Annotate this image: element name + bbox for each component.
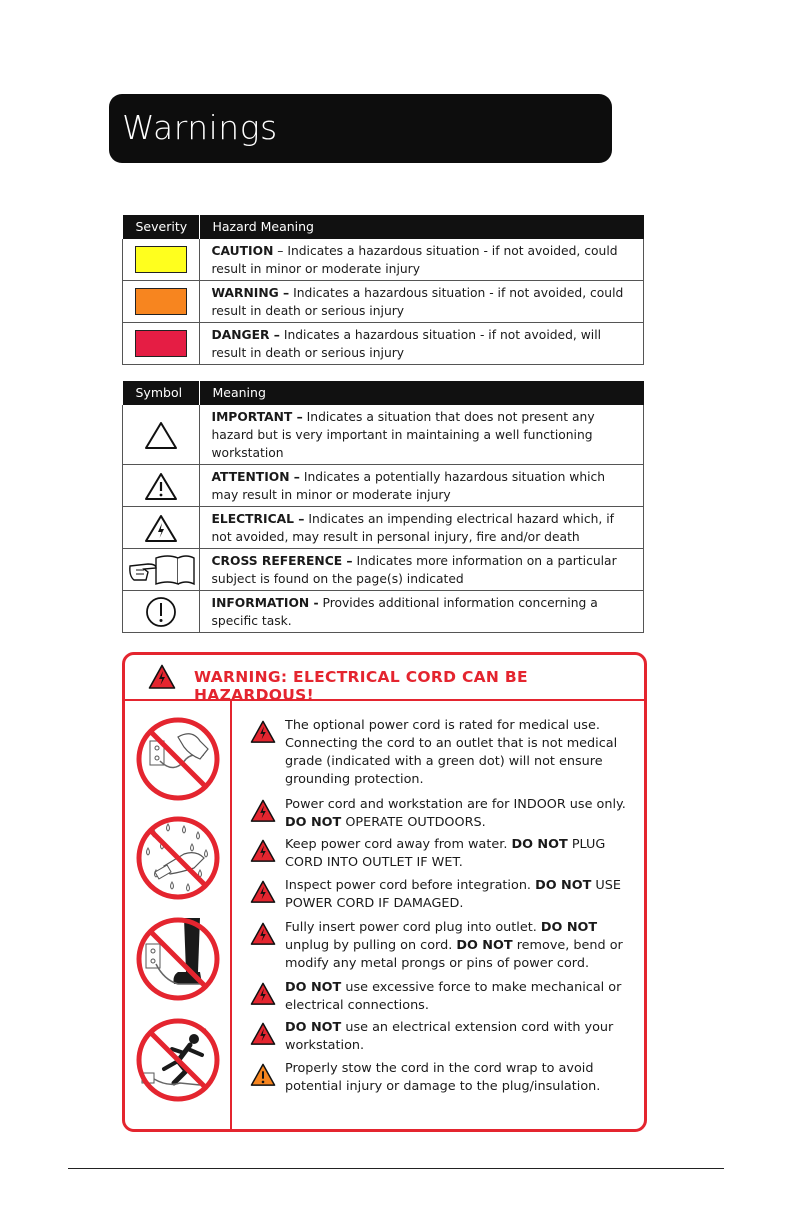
symbol-table — [122, 381, 644, 633]
electrical-term: ELECTRICAL – — [211, 512, 305, 526]
electrical-hazard-icon — [250, 839, 276, 863]
do-not-label: DO NOT — [285, 980, 342, 995]
caution-text: – Indicates a hazardous situation - if not avoided, could result in minor or moderate injury — [211, 244, 618, 276]
item-text: use excessive force to make mechanical or electrical connections. — [285, 980, 622, 1013]
item-text: Properly stow the cord in the cord wrap to avoid potential injury or damage to the plug/insulation. — [285, 1061, 601, 1094]
warning-item — [250, 877, 630, 913]
item-text: unplug by pulling on cord. — [285, 938, 457, 953]
item-text: OPERATE OUTDOORS. — [341, 815, 486, 830]
warning-term: WARNING – — [211, 286, 290, 300]
severity-row-warning — [123, 281, 644, 323]
danger-text: Indicates a hazardous situation - if not avoided, will result in death or serious injury — [211, 328, 602, 360]
no-wet-hands-icon — [134, 814, 222, 902]
caution-swatch — [135, 246, 187, 273]
warning-text: Indicates a hazardous situation - if not avoided, could result in death or serious injury — [211, 286, 624, 318]
lightning-triangle-icon — [144, 513, 178, 543]
severity-header-row — [123, 215, 644, 239]
cross-reference-text: Indicates more information on a particular subject is found on the page(s) indicated — [211, 554, 617, 586]
item-text: Keep power cord away from water. — [285, 837, 512, 852]
warning-item — [250, 717, 630, 789]
do-not-label: DO NOT — [285, 1020, 342, 1035]
symbol-row-information — [123, 591, 644, 633]
item-text: Fully insert power cord plug into outlet. — [285, 920, 541, 935]
severity-header: Severity — [123, 215, 200, 239]
symbol-header-row — [123, 381, 644, 405]
page-title: Warnings — [122, 108, 278, 147]
electrical-hazard-icon — [250, 982, 276, 1006]
symbol-row-electrical — [123, 507, 644, 549]
item-text: use an electrical extension cord with your workstation. — [285, 1020, 614, 1053]
electrical-hazard-icon — [250, 922, 276, 946]
electrical-hazard-icon — [250, 1022, 276, 1046]
warning-header — [125, 655, 644, 704]
caution-hazard-icon — [250, 1063, 276, 1087]
important-term: IMPORTANT – — [211, 410, 303, 424]
electrical-hazard-icon — [148, 664, 176, 690]
electrical-hazard-icon — [250, 880, 276, 904]
title-banner — [109, 94, 612, 163]
attention-term: ATTENTION – — [211, 470, 300, 484]
warning-swatch — [135, 288, 187, 315]
electrical-warning-box — [122, 652, 647, 1132]
danger-swatch — [135, 330, 187, 357]
severity-table — [122, 215, 644, 365]
do-not-label: DO NOT — [456, 938, 513, 953]
important-text: Indicates a situation that does not present any hazard but is very important in maintaining a well functioning workstation — [211, 410, 595, 460]
item-text: The optional power cord is rated for medical use. Connecting the cord to an outlet that is not medical grade (indicated with a green dot) will not ensure grounding protection. — [285, 718, 618, 787]
caution-term: CAUTION — [211, 244, 274, 258]
severity-row-danger — [123, 323, 644, 365]
symbol-row-attention — [123, 465, 644, 507]
warning-item — [250, 919, 630, 973]
warning-item — [250, 979, 630, 1015]
book-pointer-icon — [126, 552, 196, 588]
severity-row-caution — [123, 239, 644, 281]
warning-title: WARNING: ELECTRICAL CORD CAN BE HAZARDOUS! — [194, 668, 528, 704]
symbol-row-important — [123, 405, 644, 465]
item-text: remove, bend or modify any metal prongs or pins of power cord. — [285, 938, 623, 971]
information-term: INFORMATION - — [211, 596, 319, 610]
danger-term: DANGER – — [211, 328, 280, 342]
meaning-header: Meaning — [199, 381, 644, 405]
electrical-text: Indicates an impending electrical hazard which, if not avoided, may result in personal injury, fire and/or death — [211, 512, 614, 544]
do-not-label: DO NOT — [535, 878, 592, 893]
warning-item — [250, 1019, 630, 1055]
do-not-label: DO NOT — [540, 920, 598, 935]
do-not-label: DO NOT — [285, 815, 342, 830]
attention-text: Indicates a potentially hazardous situation which may result in minor or moderate injury — [211, 470, 606, 502]
no-trip-over-cord-icon — [134, 1015, 222, 1105]
item-text: PLUG CORD INTO OUTLET IF WET. — [285, 837, 606, 870]
symbol-header: Symbol — [123, 381, 200, 405]
pictogram-column — [125, 701, 232, 1129]
exclamation-circle-icon — [144, 595, 178, 629]
hazard-meaning-header: Hazard Meaning — [199, 215, 644, 239]
exclamation-triangle-icon — [144, 471, 178, 501]
triangle-icon — [144, 420, 178, 450]
information-text: Provides additional information concerning a specific task. — [211, 596, 598, 628]
warning-item — [250, 796, 630, 832]
cross-reference-term: CROSS REFERENCE – — [211, 554, 353, 568]
item-text: Inspect power cord before integration. — [285, 878, 536, 893]
footer-rule — [68, 1168, 724, 1169]
warning-item — [250, 1060, 630, 1096]
electrical-hazard-icon — [250, 720, 276, 744]
do-not-label: DO NOT — [511, 837, 568, 852]
no-step-on-cord-icon — [134, 914, 222, 1004]
electrical-hazard-icon — [250, 799, 276, 823]
item-text: USE POWER CORD IF DAMAGED. — [285, 878, 622, 911]
item-text: Power cord and workstation are for INDOOR use only. — [285, 797, 626, 812]
warning-item — [250, 836, 630, 872]
symbol-row-cross-reference — [123, 549, 644, 591]
no-pull-cord-icon — [134, 715, 222, 803]
